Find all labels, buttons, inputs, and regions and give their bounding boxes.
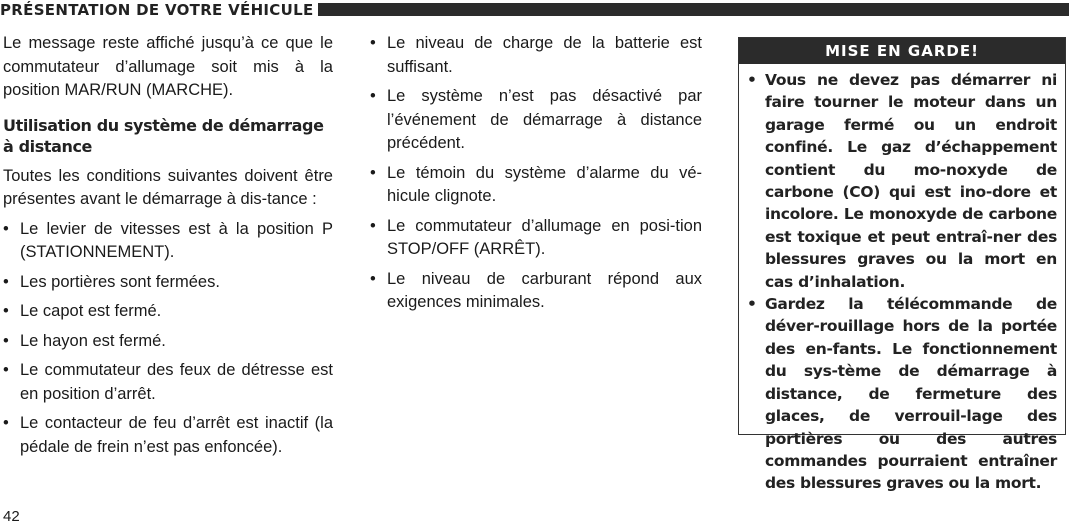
page-header: [0, 0, 1069, 20]
warning-list: [747, 69, 1057, 495]
list-item: [370, 268, 702, 315]
list-item-text: Le contacteur de feu d’arrêt est inactif (la pédale de frein n’est pas enfoncée).: [20, 414, 333, 456]
list-item: [370, 32, 702, 79]
bullet-icon: •: [370, 34, 376, 52]
list-item: [3, 218, 333, 265]
warning-item-text: Vous ne devez pas démarrer ni faire tourner le moteur dans un garage fermé ou un endroit confiné. Le gaz d’échappement contient du mo-noxyde de carbone (CO) qui est ino-dore et incolore. Le monoxyde de carbone est toxique et peut entraî-ner des blessures graves ou la mort en cas d’inhalation.: [765, 71, 1057, 291]
middle-column: [370, 32, 702, 315]
bullet-icon: •: [747, 295, 757, 314]
list-item-text: Le capot est fermé.: [20, 302, 162, 320]
bullet-icon: •: [3, 219, 9, 238]
list-item: [3, 412, 333, 459]
bullet-icon: •: [370, 216, 376, 235]
list-item: [370, 215, 702, 262]
list-item-text: Les portières sont fermées.: [20, 272, 220, 291]
bullet-icon: •: [747, 71, 757, 89]
list-item-text: Le niveau de charge de la batterie est suffisant.: [387, 34, 702, 76]
warning-box: [738, 37, 1066, 493]
subheading: Utilisation du système de démarrage à distance: [3, 115, 324, 156]
bullet-icon: •: [370, 269, 376, 288]
list-item: [3, 359, 333, 406]
bullet-icon: •: [370, 87, 376, 105]
bullet-icon: •: [3, 302, 9, 320]
page-number: 42: [3, 508, 20, 525]
intro-paragraph: Le message reste affiché jusqu’à ce que le commutateur d’allumage soit mis à la position MAR/RUN (MARCHE).: [3, 34, 333, 99]
list-item: [3, 300, 333, 324]
list-item-text: Le hayon est fermé.: [20, 331, 166, 350]
list-item-text: Le niveau de carburant répond aux exigences minimales.: [387, 269, 702, 311]
bullet-icon: •: [3, 272, 9, 291]
conditions-paragraph: Toutes les conditions suivantes doivent être présentes avant le démarrage à dis-tance :: [3, 166, 333, 208]
conditions-list-continued: [370, 32, 702, 315]
bullet-icon: •: [370, 163, 376, 182]
left-column: [3, 32, 333, 459]
list-item-text: Le témoin du système d’alarme du vé-hicule clignote.: [387, 163, 702, 205]
list-item-text: Le commutateur d’allumage en posi-tion STOP/OFF (ARRÊT).: [387, 216, 702, 258]
warning-item-text: Gardez la télécommande de déver-rouillage hors de la portée des en-fants. Le fonctionnement du sys-tème de démarrage à distance, de fermeture des glaces, de verrouil-lage des portières ou des autres commandes pourraient entraîner des blessures graves ou la mort.: [765, 295, 1057, 493]
warning-item: [747, 69, 1057, 293]
conditions-list: [3, 218, 333, 460]
section-title: PRÉSENTATION DE VOTRE VÉHICULE: [0, 0, 322, 20]
list-item: [370, 162, 702, 209]
list-item-text: Le système n’est pas désactivé par l’événement de démarrage à distance précédent.: [387, 87, 702, 152]
header-rule: [318, 3, 1069, 16]
list-item: [3, 330, 333, 354]
list-item: [3, 271, 333, 295]
list-item-text: Le levier de vitesses est à la position P (STATIONNEMENT).: [20, 219, 333, 261]
list-item-text: Le commutateur des feux de détresse est en position d’arrêt.: [20, 361, 333, 403]
bullet-icon: •: [3, 331, 9, 350]
list-item: [370, 85, 702, 156]
bullet-icon: •: [3, 361, 9, 379]
warning-item: [747, 293, 1057, 495]
bullet-icon: •: [3, 414, 9, 432]
warning-title: MISE EN GARDE!: [739, 38, 1065, 64]
